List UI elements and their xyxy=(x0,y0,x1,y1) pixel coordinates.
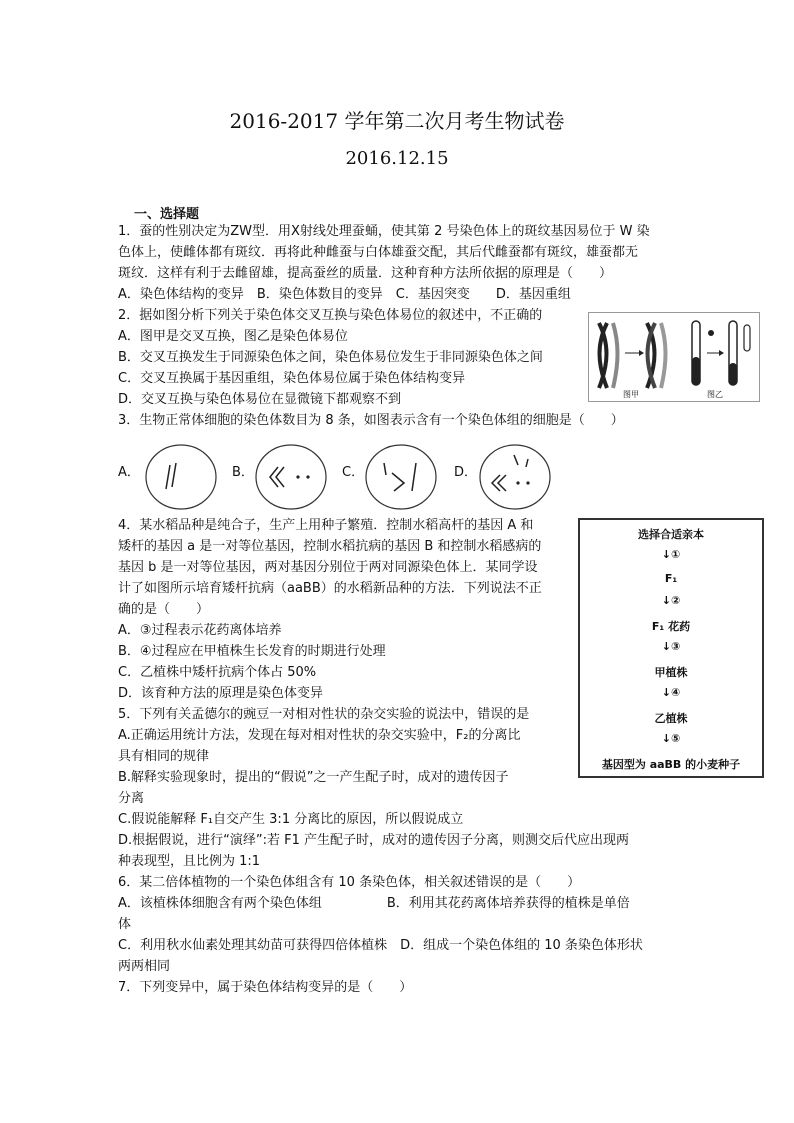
cell-c xyxy=(364,443,438,511)
cell-a xyxy=(144,443,218,511)
q3-option-d: D． xyxy=(454,465,478,480)
q1-options: A．染色体结构的变异 B．染色体数目的变异 C．基因突变 D．基因重组 xyxy=(118,287,571,302)
flow-step-parents: 选择合适亲本 xyxy=(638,528,704,541)
q5-stem: 5．下列有关孟德尔的豌豆一对相对性状的杂交实验的说法中，错误的是 xyxy=(118,707,530,722)
flow-step-seeds: 基因型为 aaBB 的小麦种子 xyxy=(601,758,741,771)
q5-option-c: C.假说能解释 F₁自交产生 3:1 分离比的原因，所以假说成立 xyxy=(118,812,464,827)
q4-line-2: 矮杆的基因 a 是一对等位基因，控制水稻抗病的基因 B 和控制水稻感病的 xyxy=(118,539,542,554)
cell-b xyxy=(254,443,328,511)
q3-option-c: C． xyxy=(342,465,365,480)
q4-line-3: 基因 b 是一对等位基因，两对基因分别位于两对同源染色体上．某同学设 xyxy=(118,560,538,575)
cell-d xyxy=(478,443,552,511)
chromosome-figure xyxy=(588,312,760,402)
flow-step-plant-b: 乙植株 xyxy=(654,712,688,725)
q5-option-b-2: 分离 xyxy=(118,791,145,806)
q4-line-5: 确的是（ ） xyxy=(118,602,210,617)
q2-option-c: C．交叉互换属于基因重组，染色体易位属于染色体结构变异 xyxy=(118,371,466,386)
q3-option-a: A． xyxy=(118,465,140,480)
breeding-flowchart xyxy=(578,518,764,778)
q2-option-d: D．交叉互换与染色体易位在显微镜下都观察不到 xyxy=(118,392,402,407)
q5-option-b-1: B.解释实验现象时，提出的“假说”之一产生配子时，成对的遗传因子 xyxy=(118,770,509,785)
q5-option-a-2: 具有相同的规律 xyxy=(118,749,210,764)
q1-line-1: 1．蚕的性别决定为ZW型．用X射线处理蚕蛹，使其第 2 号染色体上的斑纹基因易位于 W 染 xyxy=(118,224,650,239)
q4-line-4: 计了如图所示培育矮杆抗病（aaBB）的水稻新品种的方法．下列说法不正 xyxy=(118,581,542,596)
flow-step-f1-anther: F₁ 花药 xyxy=(651,620,691,633)
q6-options-ab-cont: 体 xyxy=(118,917,132,932)
q2-stem: 2．据如图分析下列关于染色体交叉互换与染色体易位的叙述中，不正确的 xyxy=(118,308,543,323)
q6-options-cd: C．利用秋水仙素处理其幼苗可获得四倍体植株 D．组成一个染色体组的 10 条染色体形状 xyxy=(118,938,643,953)
q5-option-a-1: A.正确运用统计方法，发现在每对相对性状的杂交实验中，F₂的分离比 xyxy=(118,728,521,743)
flow-arrow-1: ↓① xyxy=(661,548,681,561)
fig-label-b: 图乙 xyxy=(707,390,723,399)
q3-option-b: B． xyxy=(232,465,254,480)
q7-stem: 7．下列变异中，属于染色体结构变异的是（ ） xyxy=(118,980,413,995)
flow-arrow-5: ↓⑤ xyxy=(661,732,681,745)
flow-step-plant-a: 甲植株 xyxy=(654,666,688,679)
q4-option-a: A．③过程表示花药离体培养 xyxy=(118,623,282,638)
flow-arrow-2: ↓② xyxy=(661,594,681,607)
q3-stem: 3．生物正常体细胞的染色体数目为 8 条，如图表示含有一个染色体组的细胞是（ ） xyxy=(118,413,624,428)
q6-stem: 6．某二倍体植物的一个染色体组含有 10 条染色体，相关叙述错误的是（ ） xyxy=(118,875,581,890)
q4-option-d: D．该育种方法的原理是染色体变异 xyxy=(118,686,324,701)
flow-arrow-4: ↓④ xyxy=(661,686,681,699)
page-title: 2016-2017 学年第二次月考生物试卷 xyxy=(229,109,565,133)
fig-label-a: 图甲 xyxy=(623,390,639,399)
q5-option-d-2: 种表现型，且比例为 1:1 xyxy=(118,854,261,869)
q4-option-c: C．乙植株中矮杆抗病个体占 50% xyxy=(118,665,317,680)
q6-options-ab: A．该植株体细胞含有两个染色体组 B．利用其花药离体培养获得的植株是单倍 xyxy=(118,896,630,911)
q6-options-cd-cont: 两两相同 xyxy=(118,959,171,974)
q5-option-d-1: D.根据假说，进行“演绎”:若 F1 产生配子时，成对的遗传因子分离，则测交后代应出现两 xyxy=(118,833,630,848)
q2-option-a: A．图甲是交叉互换，图乙是染色体易位 xyxy=(118,329,348,344)
flow-step-f1: F₁ xyxy=(664,572,678,585)
q2-option-b: B．交叉互换发生于同源染色体之间，染色体易位发生于非同源染色体之间 xyxy=(118,350,543,365)
q1-line-2: 色体上，使雌体都有斑纹．再将此种雌蚕与白体雄蚕交配，其后代雌蚕都有斑纹，雄蚕都无 xyxy=(118,245,639,260)
section-heading: 一、选择题 xyxy=(134,207,200,222)
q1-line-3: 斑纹．这样有利于去雌留雄，提高蚕丝的质量．这种育种方法所依据的原理是（ ） xyxy=(118,266,613,281)
exam-date: 2016.12.15 xyxy=(345,148,449,169)
q4-option-b: B．④过程应在甲植株生长发育的时期进行处理 xyxy=(118,644,386,659)
flow-arrow-3: ↓③ xyxy=(661,640,681,653)
q4-line-1: 4．某水稻品种是纯合子，生产上用种子繁殖．控制水稻高杆的基因 A 和 xyxy=(118,518,534,533)
